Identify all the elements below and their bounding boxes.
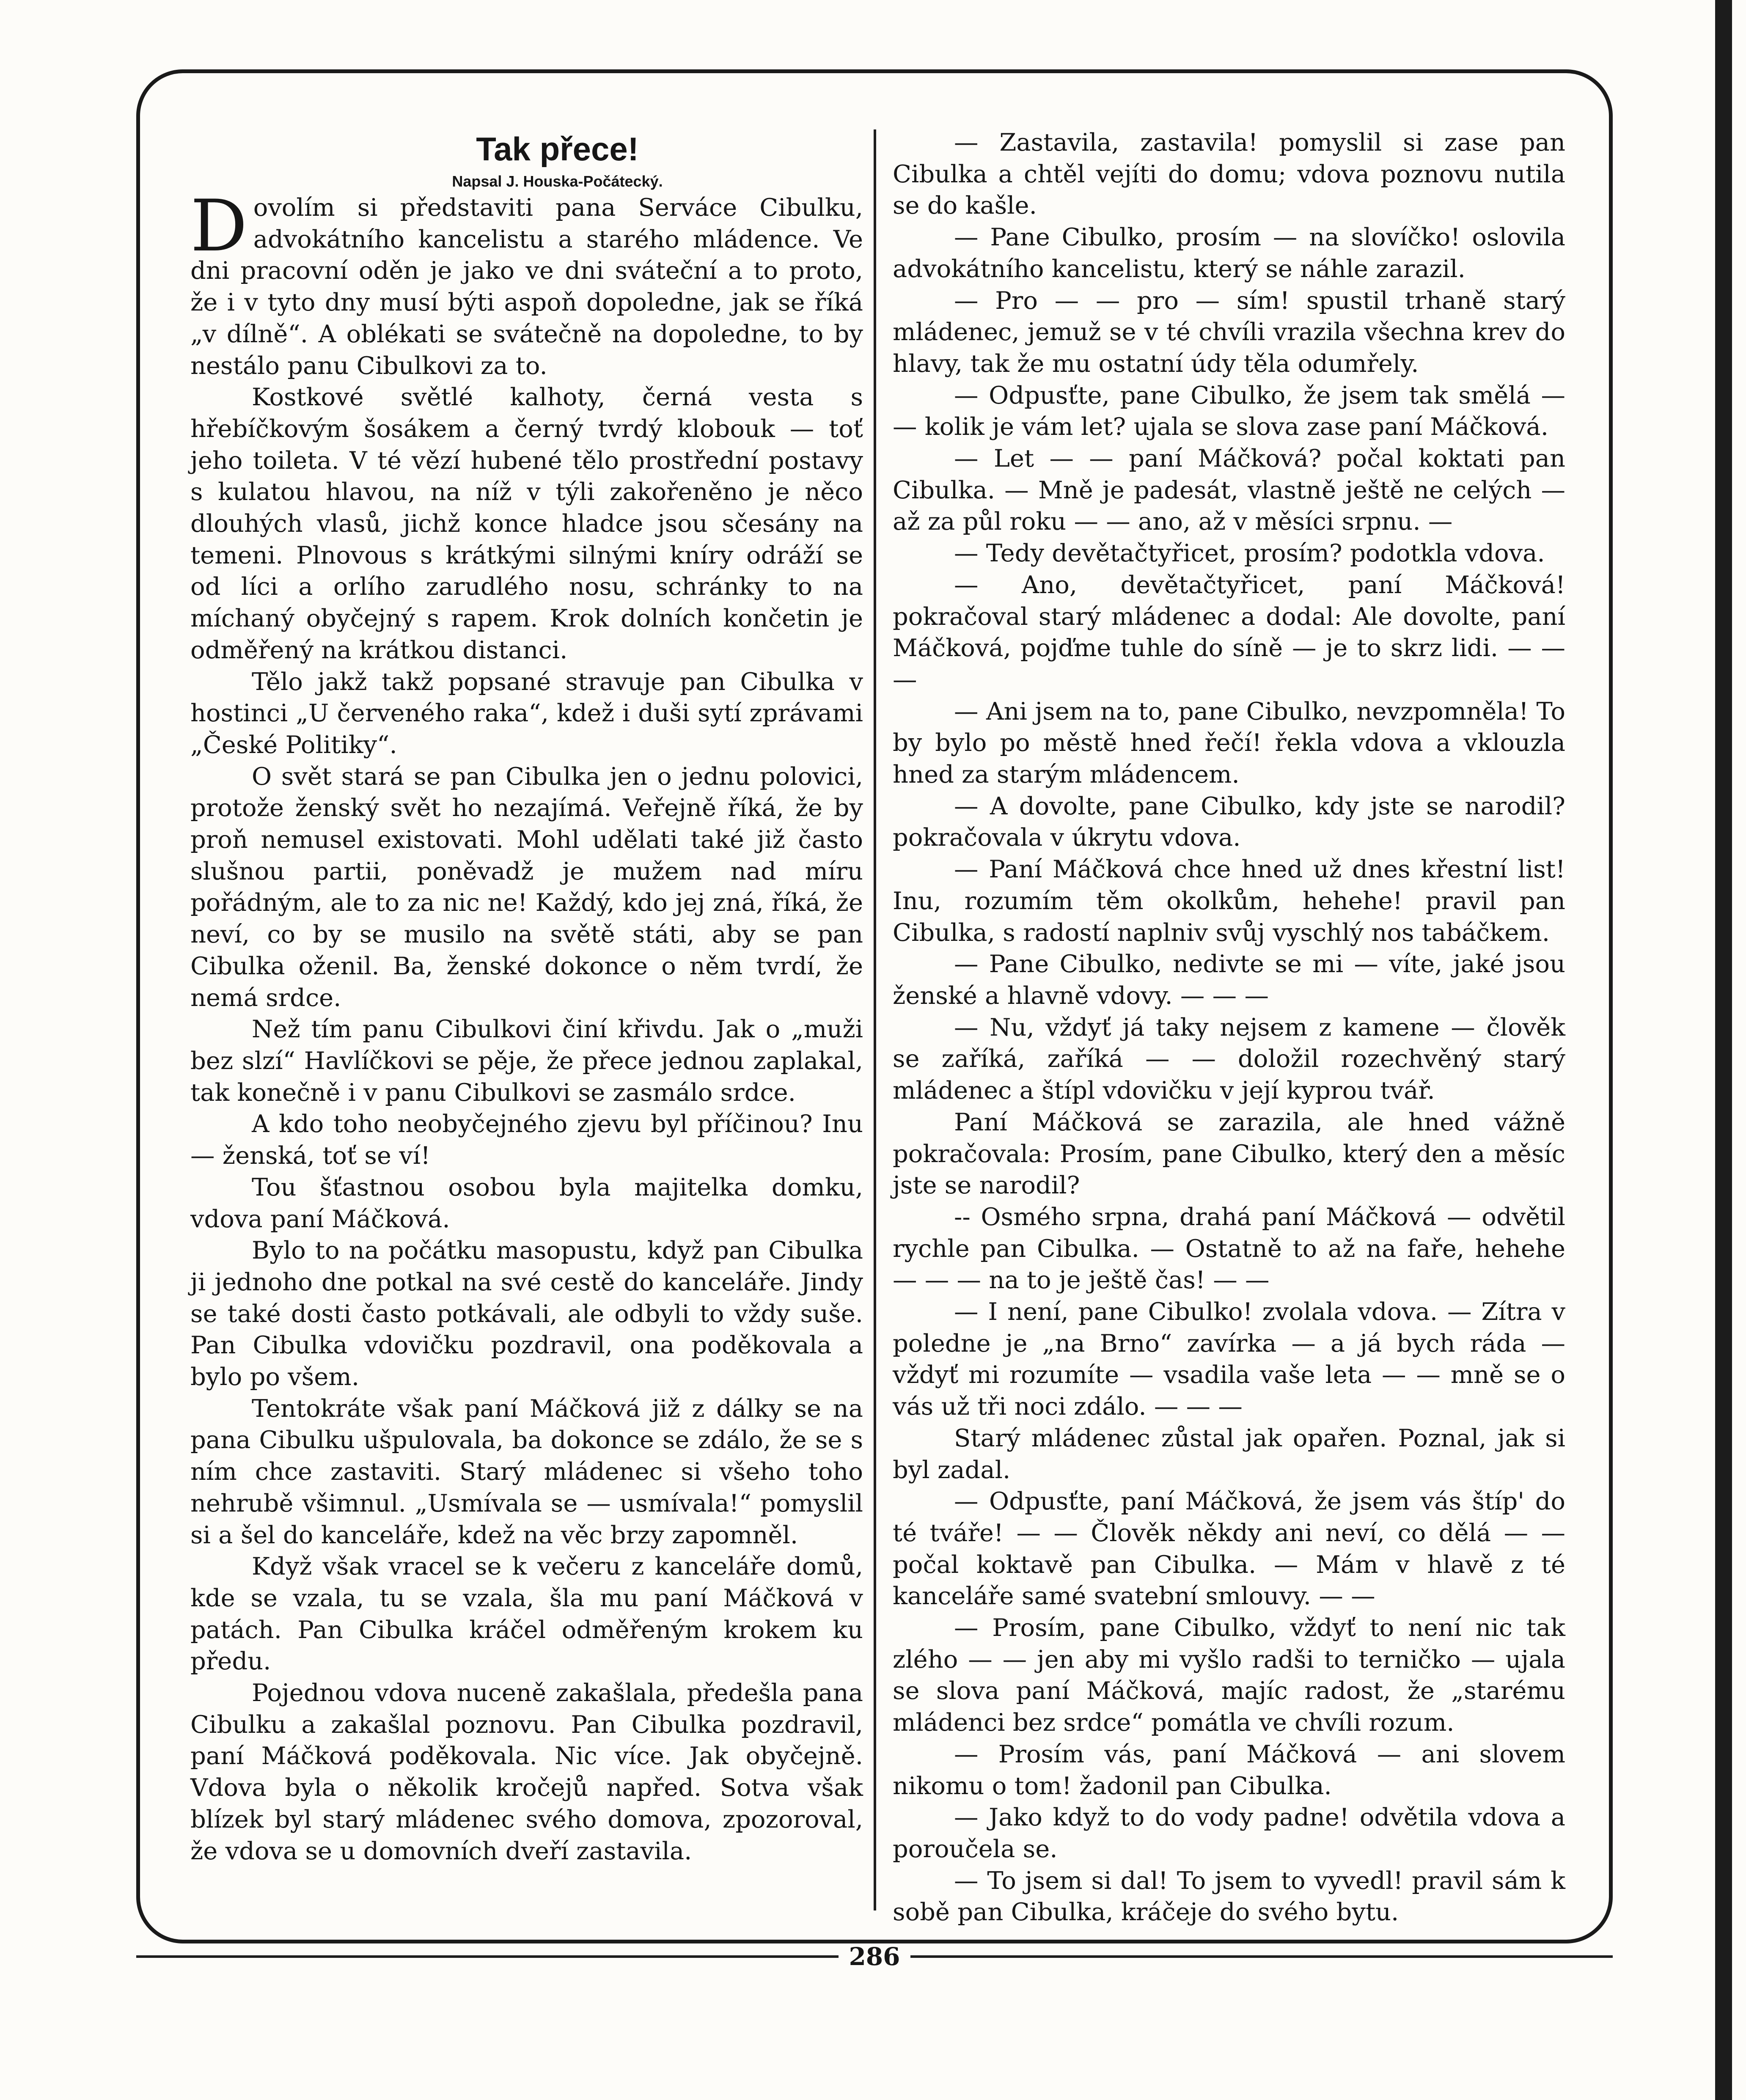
paragraph: Tentokráte však paní Máčková již z dálky se na pana Cibulku ušpulovala, ba dokonce se zdálo, že se s ním chce zastaviti. Starý mládenec si všeho toho nehrubě všimnul. „Usmívala se — usmívala!“ pomyslil si a šel do kanceláře, kdež na věc brzy zapomněl. xyxy=(190,1394,863,1549)
paragraph: — Paní Máčková chce hned už dnes křestní list! Inu, rozumím těm okolkům, hehehe! pravil pan Cibulka, s radostí naplniv svůj vyschlý nos tabáčkem. xyxy=(893,855,1565,947)
scan-edge-bar xyxy=(1715,0,1732,2100)
paragraph: — Prosím, pane Cibulko, vždyť to není nic tak zlého — — jen aby mi vyšlo radši to terničko — ujala se slova paní Máčková, majíc radost, že „starému mládenci bez srdce“ pomátla ve chvíli rozum. xyxy=(893,1613,1565,1737)
left-column xyxy=(190,127,863,1867)
paragraph: — Pane Cibulko, nedivte se mi — víte, jaké jsou ženské a hlavně vdovy. — — — xyxy=(893,950,1565,1010)
paragraph: — Prosím vás, paní Máčková — ani slovem nikomu o tom! žadonil pan Cibulka. xyxy=(893,1740,1565,1800)
paragraph: — Ano, devětačtyřicet, paní Máčková! pokračoval starý mládenec a dodal: Ale dovolte, paní Máčková, pojďme tuhle do síně — je to skrz lidi. — — — xyxy=(893,570,1565,694)
paragraph: — Pane Cibulko, prosím — na slovíčko! oslovila advokátního kancelistu, který se náhle zarazil. xyxy=(893,223,1565,283)
paragraph: A kdo toho neobyčejného zjevu byl příčinou? Inu — ženská, toť se ví! xyxy=(190,1110,863,1170)
paragraph: — Pro — — pro — sím! spustil trhaně starý mládenec, jemuž se v té chvíli vrazila všechna krev do hlavy, tak že mu ostatní údy těla odumřely. xyxy=(893,286,1565,378)
paragraph: — To jsem si dal! To jsem to vyvedl! pravil sám k sobě pan Cibulka, kráčeje do svého bytu. xyxy=(893,1866,1565,1927)
paragraph: — Odpusťte, pane Cibulko, že jsem tak smělá — — kolik je vám let? ujala se slova zase paní Máčková. xyxy=(893,381,1565,441)
article-byline: Napsal J. Houska-Počátecký. xyxy=(452,173,663,190)
paragraph: Tělo jakž takž popsané stravuje pan Cibulka v hostinci „U červeného raka“, kdež i duši sytí zprávami „České Politiky“. xyxy=(190,667,863,759)
column-divider xyxy=(874,129,876,1910)
page-footer xyxy=(136,1938,1613,1976)
paragraph: Než tím panu Cibulkovi činí křivdu. Jak o „muži bez slzí“ Havlíčkovi se pěje, že přece jednou zaplakal, tak konečně i v panu Cibulkovi se zasmálo srdce. xyxy=(190,1015,863,1107)
paragraph: — Jako když to do vody padne! odvětila vdova a poroučela se. xyxy=(893,1803,1565,1863)
paragraph: — Tedy devětačtyřicet, prosím? podotkla vdova. xyxy=(954,539,1545,568)
paragraph: -- Osmého srpna, drahá paní Máčková — odvětil rychle pan Cibulka. — Ostatně to až na faře, hehehe — — — na to je ještě čas! — — xyxy=(893,1202,1565,1295)
drop-cap: D xyxy=(190,184,247,267)
paragraph: Bylo to na počátku masopustu, když pan Cibulka ji jednoho dne potkal na své cestě do kanceláře. Jindy se také dosti často potkávali, ale odbyli to vždy suše. Pan Cibulka vdovičku pozdravil, ona poděkovala a bylo po všem. xyxy=(190,1236,863,1391)
paragraph: Kostkové světlé kalhoty, černá vesta s hřebíčkovým šosákem a černý tvrdý klobouk — toť jeho toileta. V té vězí hubené tělo prostřední postavy s kulatou hlavou, na níž v týli zakořeněno je něco dlouhých vlasů, jichž konce hladce jsou sčesány na temeni. Plnovous s krátkými silnými kníry odráží se od líci a orlího zarudlého nosu, schránky to na míchaný obyčejný s rapem. Krok dolních končetin je odměřený na krátkou distanci. xyxy=(190,383,863,664)
first-paragraph xyxy=(190,184,863,382)
paragraph: — A dovolte, pane Cibulko, kdy jste se narodil? pokračovala v úkrytu vdova. xyxy=(893,792,1565,852)
paragraph: — I není, pane Cibulko! zvolala vdova. — Zítra v poledne je „na Brno“ zavírka — a já bych ráda — vždyť mi rozumíte — vsadila vaše leta — — mně se o vás už tři noci zdálo. — — — xyxy=(893,1297,1565,1421)
paragraph: — Odpusťte, paní Máčková, že jsem vás štíp' do té tváře! — — Člověk někdy ani neví, co dělá — — počal koktavě pan Cibulka. — Mám v hlavě z té kanceláře samé svatební smlouvy. — — xyxy=(893,1487,1565,1611)
paragraph: — Nu, vždyť já taky nejsem z kamene — člověk se zaříká, zaříká — — doložil rozechvěný starý mládenec a štípl vdovičku v její kyprou tvář. xyxy=(893,1013,1565,1105)
paragraph: O svět stará se pan Cibulka jen o jednu polovici, protože ženský svět ho nezajímá. Veřejně říká, že by proň nemusel existovati. Mohl udělati také již často slušnou partii, poněvadž je mužem nad míru pořádným, ale to za nic ne! Každý, kdo jej zná, říká, že neví, co by se musilo na světě státi, aby se pan Cibulka oženil. Ba, ženské dokonce o něm tvrdí, že nemá srdce. xyxy=(190,762,863,1012)
right-column xyxy=(893,127,1565,1928)
paragraph: Paní Máčková se zarazila, ale hned vážně pokračovala: Prosím, pane Cibulko, který den a měsíc jste se narodil? xyxy=(893,1108,1565,1200)
footer-rule-left xyxy=(136,1955,839,1958)
paragraph: Pojednou vdova nuceně zakašlala, předešla pana Cibulku a zakašlal poznovu. Pan Cibulka pozdravil, paní Máčková poděkovala. Nic více. Jak obyčejně. Vdova byla o několik kročejů napřed. Sotva však blízek byl starý mládenec svého domova, zpozoroval, že vdova se u domovních dveří zastavila. xyxy=(190,1679,863,1865)
paragraph: — Let — — paní Máčková? počal koktati pan Cibulka. — Mně je padesát, vlastně ještě ne celých — až za půl roku — — ano, až v měsíci srpnu. — xyxy=(893,444,1565,536)
paragraph: Tou šťastnou osobou byla majitelka domku, vdova paní Máčková. xyxy=(190,1173,863,1233)
page-number: 286 xyxy=(849,1942,900,1971)
footer-rule-right xyxy=(910,1955,1613,1958)
first-paragraph-text: ovolím si představiti pana Serváce Cibulku, advokátního kancelistu a starého mládence. Ve dni pracovní oděn je jako ve dni sváteční a to proto, že i v tyto dny musí býti aspoň dopoledne, jak se říká „v dílně“. A oblékati se svátečně na dopoledne, to by nestálo panu Cibulkovi za to. xyxy=(190,193,863,380)
paragraph: — Zastavila, zastavila! pomyslil si zase pan Cibulka a chtěl vejíti do domu; vdova poznovu nutila se do kašle. xyxy=(893,128,1565,220)
paragraph: Starý mládenec zůstal jak opařen. Poznal, jak si byl zadal. xyxy=(893,1424,1565,1484)
paragraph: — Ani jsem na to, pane Cibulko, nevzpomněla! To by bylo po městě hned řečí! řekla vdova a vklouzla hned za starým mládencem. xyxy=(893,697,1565,789)
paragraph: Když však vracel se k večeru z kanceláře domů, kde se vzala, tu se vzala, šla mu paní Máčková v patách. Pan Cibulka kráčel odměřeným krokem ku předu. xyxy=(190,1552,863,1676)
article-title: Tak přece! xyxy=(476,130,639,168)
